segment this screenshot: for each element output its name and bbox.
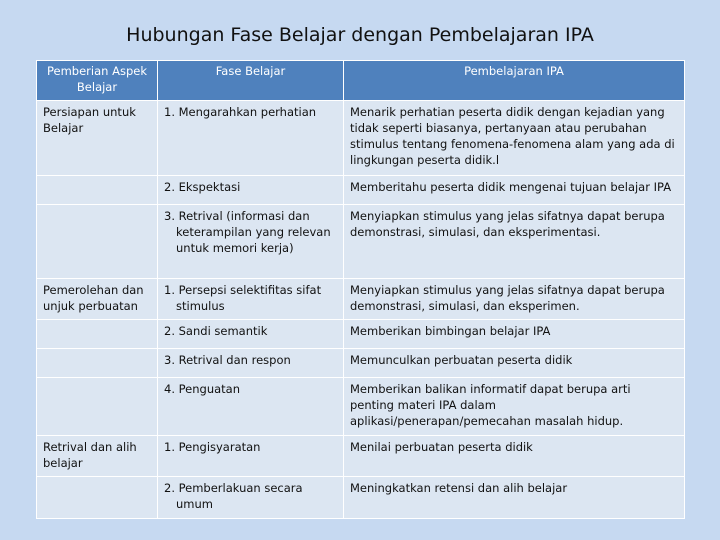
aspect-cell: Persiapan untuk Belajar	[37, 101, 158, 176]
header-fase: Fase Belajar	[158, 61, 344, 101]
table-row	[37, 205, 685, 279]
aspect-cell-empty	[37, 349, 158, 378]
table-row	[37, 477, 685, 519]
ipa-cell: Menyiapkan stimulus yang jelas sifatnya dapat berupa demonstrasi, simulasi, dan eksperimentasi.	[344, 205, 685, 279]
table-row	[37, 320, 685, 349]
ipa-cell: Memunculkan perbuatan peserta didik	[344, 349, 685, 378]
phase-table	[36, 60, 685, 519]
table-row	[37, 279, 685, 320]
table-row	[37, 378, 685, 436]
table-header-row	[37, 61, 685, 101]
ipa-cell: Menilai perbuatan peserta didik	[344, 436, 685, 477]
table-row	[37, 436, 685, 477]
aspect-cell-empty	[37, 205, 158, 279]
fase-cell: 3. Retrival (informasi dan keterampilan yang relevan untuk memori kerja)	[158, 205, 344, 279]
fase-cell: 3. Retrival dan respon	[158, 349, 344, 378]
table-row	[37, 349, 685, 378]
ipa-cell: Menyiapkan stimulus yang jelas sifatnya dapat berupa demonstrasi, simulasi, dan eksperimen.	[344, 279, 685, 320]
ipa-cell: Memberikan bimbingan belajar IPA	[344, 320, 685, 349]
fase-cell: 2. Sandi semantik	[158, 320, 344, 349]
table-row	[37, 101, 685, 176]
aspect-cell-empty	[37, 320, 158, 349]
fase-cell: 4. Penguatan	[158, 378, 344, 436]
fase-cell: 1. Mengarahkan perhatian	[158, 101, 344, 176]
fase-cell: 1. Persepsi selektifitas sifat stimulus	[158, 279, 344, 320]
aspect-cell-empty	[37, 176, 158, 205]
fase-cell: 2. Ekspektasi	[158, 176, 344, 205]
table-row	[37, 176, 685, 205]
header-aspect: Pemberian Aspek Belajar	[37, 61, 158, 101]
header-ipa: Pembelajaran IPA	[344, 61, 685, 101]
aspect-cell: Retrival dan alih belajar	[37, 436, 158, 477]
fase-cell: 1. Pengisyaratan	[158, 436, 344, 477]
ipa-cell: Memberitahu peserta didik mengenai tujuan belajar IPA	[344, 176, 685, 205]
ipa-cell: Memberikan balikan informatif dapat berupa arti penting materi IPA dalam aplikasi/penerapan/pemecahan masalah hidup.	[344, 378, 685, 436]
aspect-cell-empty	[37, 378, 158, 436]
aspect-cell-empty	[37, 477, 158, 519]
page-title: Hubungan Fase Belajar dengan Pembelajaran IPA	[126, 24, 594, 46]
aspect-cell: Pemerolehan dan unjuk perbuatan	[37, 279, 158, 320]
ipa-cell: Menarik perhatian peserta didik dengan kejadian yang tidak seperti biasanya, pertanyaan atau perubahan stimulus tentang fenomena-fenomena alam yang ada di lingkungan peserta didik.l	[344, 101, 685, 176]
fase-cell: 2. Pemberlakuan secara umum	[158, 477, 344, 519]
ipa-cell: Meningkatkan retensi dan alih belajar	[344, 477, 685, 519]
